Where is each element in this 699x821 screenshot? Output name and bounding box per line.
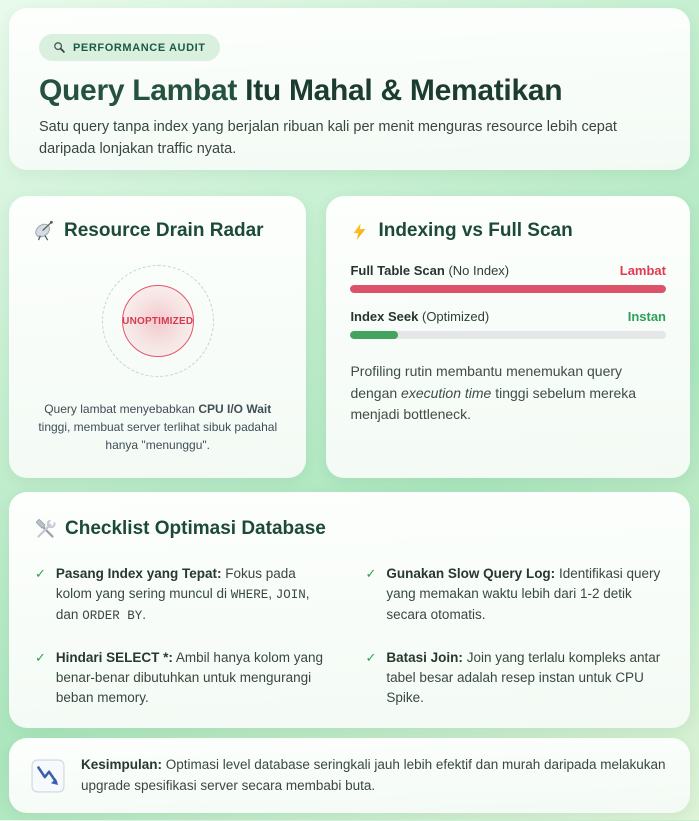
- radar-card-title: Resource Drain Radar: [64, 220, 264, 241]
- check-icon: ✓: [365, 649, 377, 665]
- performance-audit-badge: [39, 34, 220, 61]
- checklist-item-text: Pasang Index yang Tepat: Fokus pada kolom yang sering muncul di WHERE, JOIN, dan ORDER BY.: [55, 566, 310, 623]
- bar-status: Instan: [627, 309, 666, 324]
- header-card: [9, 8, 690, 170]
- checklist-item-batasi-join: [366, 648, 665, 709]
- resource-drain-radar-card: [9, 196, 306, 478]
- index-seek-bar-group: [350, 309, 666, 339]
- conclusion-text: Kesimpulan: Optimasi level database seringkali jauh lebih efektif dan murah daripada melakukan upgrade spesifikasi server secara membabi buta.: [81, 757, 666, 793]
- indexing-card-title: Indexing vs Full Scan: [378, 220, 573, 241]
- lightning-bolt-icon: [350, 222, 369, 241]
- radar-outer-ring: [102, 265, 214, 377]
- bar-label: Full Table Scan (No Index): [350, 263, 510, 278]
- checklist-item-text: Hindari SELECT *: Ambil hanya kolom yang benar-benar dibutuhkan untuk mengurangi beban memory.: [55, 649, 324, 706]
- bar-status: Lambat: [619, 263, 666, 278]
- radar-pulse-circle: [122, 285, 194, 357]
- chart-decreasing-icon: [31, 759, 65, 793]
- indexing-card-title-row: [350, 220, 666, 242]
- checklist-item-pasang-index: [35, 564, 334, 626]
- checklist-grid: [35, 564, 664, 709]
- checklist-card: [9, 492, 690, 728]
- check-icon: ✓: [35, 649, 46, 665]
- cards-row: [9, 196, 690, 478]
- bar-track: [350, 285, 666, 293]
- page-title-rest: Itu Mahal & Mematikan: [237, 74, 563, 107]
- conclusion-card: [9, 738, 690, 813]
- check-icon: ✓: [365, 566, 377, 581]
- bar-fill: [350, 285, 666, 293]
- checklist-title-row: [35, 518, 664, 540]
- checklist-title: Checklist Optimasi Database: [65, 518, 326, 539]
- radar-visualization: [33, 242, 282, 400]
- radar-status-label: UNOPTIMIZED: [122, 315, 194, 327]
- bar-track: [350, 331, 666, 339]
- badge-label: PERFORMANCE AUDIT: [73, 41, 206, 54]
- page-title-accent: Query Lambat: [39, 74, 238, 107]
- page-subtitle: Satu query tanpa index yang berjalan ribuan kali per menit menguras resource lebih cepat daripada lonjakan traffic nyata.: [39, 119, 617, 157]
- radar-card-title-row: [33, 220, 282, 242]
- page-title: [39, 74, 660, 108]
- checklist-item-slow-query-log: [366, 564, 665, 626]
- checklist-item-hindari-select: [35, 648, 334, 709]
- indexing-vs-full-scan-card: [326, 196, 690, 478]
- full-table-scan-bar-group: [350, 263, 666, 293]
- hammer-and-wrench-icon: [35, 519, 56, 540]
- checklist-item-text: Gunakan Slow Query Log: Identifikasi query yang memakan waktu lebih dari 1-2 detik secara otomatis.: [386, 566, 661, 622]
- radar-caption: Query lambat menyebabkan CPU I/O Wait tinggi, membuat server terlihat sibuk padahal hanya "menunggu".: [38, 402, 278, 452]
- satellite-antenna-icon: [33, 220, 55, 242]
- bar-fill: [350, 331, 397, 339]
- check-icon: ✓: [35, 566, 46, 581]
- bar-label: Index Seek (Optimized): [350, 309, 490, 324]
- checklist-item-text: Batasi Join: Join yang terlalu kompleks antar tabel besar adalah resep instan untuk CPU Spike.: [386, 649, 661, 706]
- profiling-note: Profiling rutin membantu menemukan query dengan execution time tinggi sebelum mereka menjadi bottleneck.: [350, 363, 637, 423]
- magnifier-icon: [53, 41, 66, 54]
